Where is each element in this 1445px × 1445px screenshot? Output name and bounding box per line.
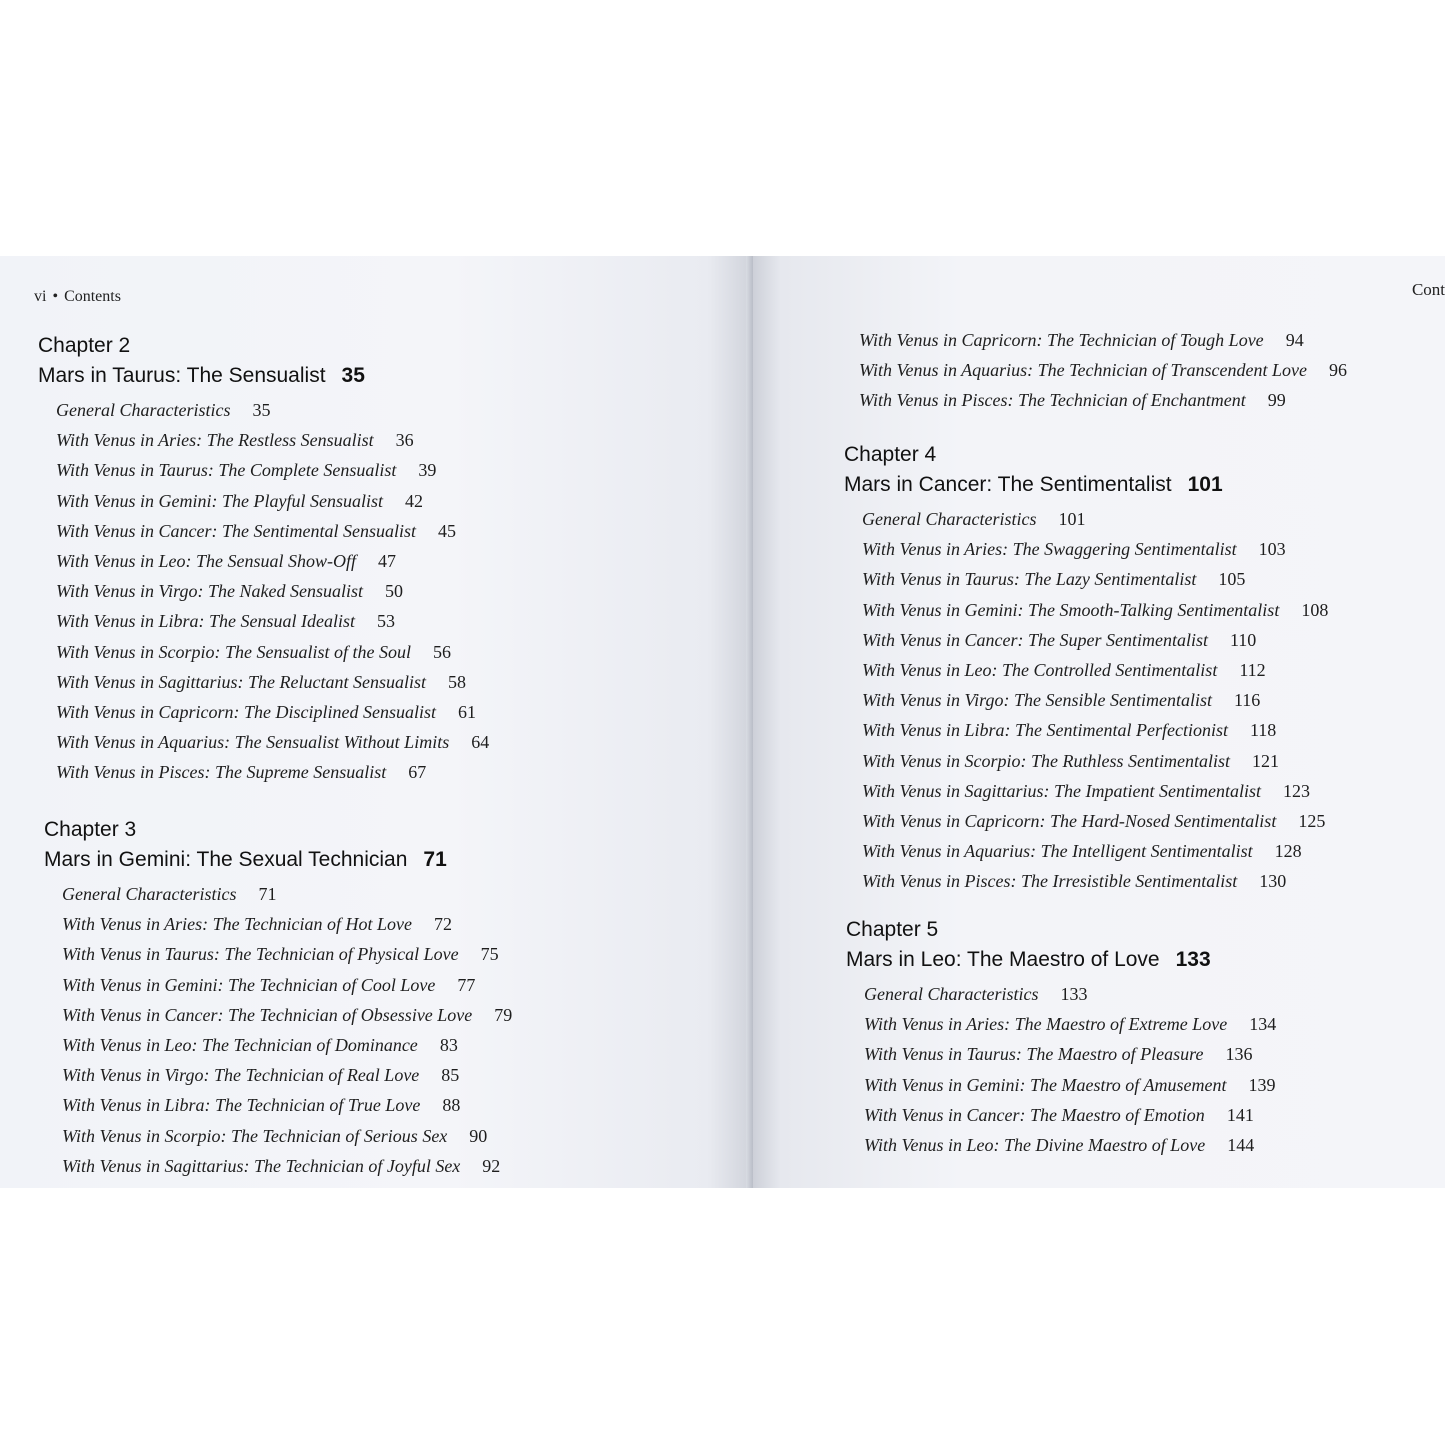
toc-entry <box>38 486 489 516</box>
toc-entry-page: 75 <box>480 944 499 965</box>
toc-entry <box>44 1121 512 1151</box>
toc-entry-page: 130 <box>1259 871 1287 892</box>
left-page <box>0 256 753 1188</box>
toc-entry-title: With Venus in Leo: The Technician of Dominance <box>62 1035 418 1056</box>
toc-entry-page: 96 <box>1329 360 1347 381</box>
toc-entry-title: With Venus in Virgo: The Naked Sensualist <box>56 581 363 602</box>
toc-entry <box>38 576 489 606</box>
toc-entry-page: 36 <box>395 430 414 451</box>
toc-entry-page: 125 <box>1298 811 1326 832</box>
toc-entry <box>846 1039 1276 1069</box>
toc-entry-page: 56 <box>432 641 451 662</box>
toc-entry-title: With Venus in Aries: The Restless Sensualist <box>56 430 374 451</box>
toc-entry-title: With Venus in Virgo: The Sensible Sentimentalist <box>862 690 1212 711</box>
toc-entry <box>38 516 489 546</box>
toc-entry-title: General Characteristics <box>62 884 237 904</box>
toc-entry-page: 128 <box>1274 841 1302 862</box>
toc-entry-title: With Venus in Aries: The Maestro of Extreme Love <box>864 1014 1228 1035</box>
running-head-title: Contents <box>64 288 121 305</box>
toc-entry <box>844 595 1328 625</box>
toc-entry-title: With Venus in Cancer: The Sentimental Sensualist <box>56 520 416 541</box>
toc-entry <box>38 455 489 485</box>
toc-entry-title: With Venus in Cancer: The Maestro of Emotion <box>864 1104 1205 1125</box>
toc-entry-title: With Venus in Pisces: The Technician of Enchantment <box>859 390 1246 411</box>
chapter-title-text: Mars in Gemini: The Sexual Technician <box>44 848 408 871</box>
toc-entry-page: 79 <box>494 1004 513 1025</box>
toc-entry <box>44 1151 512 1181</box>
toc-entry-page: 88 <box>442 1095 461 1116</box>
toc-entry <box>844 715 1328 745</box>
toc-entry-page: 72 <box>433 914 452 935</box>
toc-entry-title: With Venus in Libra: The Sentimental Perfectionist <box>862 720 1228 741</box>
chapter-page-number: 35 <box>341 364 365 387</box>
toc-entry-title: With Venus in Taurus: The Complete Sensualist <box>56 460 397 481</box>
toc-entry-page: 101 <box>1058 509 1086 529</box>
toc-entry-page: 134 <box>1249 1014 1277 1035</box>
toc-entry-page: 99 <box>1267 390 1286 411</box>
chapter-5-section <box>846 915 1276 1160</box>
toc-entry-title: With Venus in Gemini: The Maestro of Amusement <box>864 1074 1227 1095</box>
toc-entry-page: 64 <box>471 732 490 753</box>
chapter-title <box>44 845 512 875</box>
toc-entry-title: General Characteristics <box>862 509 1037 529</box>
toc-entry-title: With Venus in Capricorn: The Disciplined Sensualist <box>56 702 436 723</box>
toc-entry-page: 136 <box>1225 1044 1253 1065</box>
toc-entry-title: With Venus in Aries: The Technician of Hot Love <box>62 914 412 935</box>
toc-entry-page: 105 <box>1218 569 1246 590</box>
toc-entry-page: 35 <box>252 400 271 420</box>
toc-entry-title: With Venus in Capricorn: The Hard-Nosed Sentimentalist <box>862 811 1277 832</box>
toc-entry-title: General Characteristics <box>864 984 1039 1004</box>
toc-entry-page: 77 <box>457 974 476 995</box>
chapter-title-text: Mars in Leo: The Maestro of Love <box>846 948 1160 971</box>
toc-entry-title: With Venus in Pisces: The Irresistible Sentimentalist <box>862 871 1238 892</box>
toc-entry <box>859 325 1347 355</box>
toc-entry-title: With Venus in Cancer: The Super Sentimentalist <box>862 629 1208 650</box>
toc-entry <box>38 697 489 727</box>
toc-entry-page: 50 <box>384 581 403 602</box>
toc-entry <box>846 1070 1276 1100</box>
toc-entry-page: 112 <box>1239 660 1266 681</box>
toc-entry-page: 53 <box>377 611 395 632</box>
toc-entry-title: With Venus in Leo: The Controlled Sentimentalist <box>862 660 1218 681</box>
toc-entry-page: 139 <box>1248 1074 1276 1095</box>
toc-entry <box>38 757 489 787</box>
toc-entry-page: 47 <box>378 551 396 572</box>
toc-entry <box>38 395 489 425</box>
chapter-title <box>846 945 1276 975</box>
toc-entry <box>844 836 1328 866</box>
toc-entry <box>859 355 1347 385</box>
toc-entry-page: 108 <box>1301 599 1329 620</box>
chapter-page-number: 133 <box>1175 948 1211 971</box>
chapter-title <box>38 361 489 391</box>
toc-entry <box>38 637 489 667</box>
toc-entry-page: 133 <box>1060 984 1088 1004</box>
toc-entry-page: 94 <box>1285 330 1304 350</box>
running-head-left <box>34 288 121 306</box>
toc-entry <box>844 655 1328 685</box>
toc-entry-title: With Venus in Taurus: The Technician of Physical Love <box>62 944 459 965</box>
toc-entry <box>44 909 512 939</box>
toc-entry-title: With Venus in Sagittarius: The Reluctant Sensualist <box>56 671 426 692</box>
toc-entry-title: With Venus in Leo: The Sensual Show-Off <box>56 551 356 572</box>
toc-entry-page: 110 <box>1229 629 1257 650</box>
toc-entry <box>38 667 489 697</box>
toc-entry <box>846 979 1276 1009</box>
toc-entry-page: 141 <box>1226 1104 1254 1125</box>
toc-entry-title: With Venus in Gemini: The Playful Sensualist <box>56 490 383 511</box>
toc-entry-title: With Venus in Aquarius: The Intelligent Sentimentalist <box>862 841 1253 862</box>
toc-entry <box>44 1090 512 1120</box>
toc-entry-title: With Venus in Taurus: The Lazy Sentimentalist <box>862 569 1197 590</box>
toc-entry <box>844 776 1328 806</box>
toc-entry <box>44 1000 512 1030</box>
toc-entry-page: 103 <box>1258 539 1286 560</box>
toc-entry <box>844 504 1328 534</box>
toc-entry-title: With Venus in Aquarius: The Sensualist Without Limits <box>56 732 450 753</box>
toc-entry-title: With Venus in Leo: The Divine Maestro of Love <box>864 1135 1206 1156</box>
chapter-4-section <box>844 440 1328 897</box>
toc-entry <box>844 534 1328 564</box>
toc-entry-page: 116 <box>1233 690 1261 711</box>
toc-entry-title: With Venus in Sagittarius: The Impatient Sentimentalist <box>862 780 1261 801</box>
toc-entry-title: With Venus in Libra: The Sensual Idealist <box>56 611 355 632</box>
chapter-2-section <box>38 331 489 788</box>
toc-entry <box>844 746 1328 776</box>
toc-entry-title: General Characteristics <box>56 400 231 420</box>
chapter-label: Chapter 2 <box>38 334 131 357</box>
toc-entry-page: 58 <box>447 671 466 692</box>
chapter-label: Chapter 5 <box>846 918 939 941</box>
right-page <box>753 256 1445 1188</box>
toc-entry-title: With Venus in Gemini: The Technician of Cool Love <box>62 974 436 995</box>
toc-entry-page: 67 <box>408 762 427 783</box>
toc-entry <box>38 727 489 757</box>
folio: vi <box>34 288 47 305</box>
toc-entry-page: 85 <box>441 1065 460 1086</box>
toc-entry <box>844 866 1328 896</box>
toc-entry <box>844 564 1328 594</box>
toc-entry-page: 118 <box>1249 720 1277 741</box>
chapter-page-number: 101 <box>1187 473 1223 496</box>
toc-entry <box>38 425 489 455</box>
chapter-label: Chapter 3 <box>44 818 137 841</box>
chapter-title-text: Mars in Cancer: The Sentimentalist <box>844 473 1172 496</box>
toc-entry-title: With Venus in Sagittarius: The Technician of Joyful Sex <box>62 1155 461 1176</box>
toc-entry <box>844 685 1328 715</box>
running-head-right: Cont <box>1411 280 1445 299</box>
toc-entry-page: 71 <box>258 884 277 904</box>
toc-entry-title: With Venus in Gemini: The Smooth-Talking Sentimentalist <box>862 599 1280 620</box>
toc-entry-title: With Venus in Virgo: The Technician of Real Love <box>62 1065 420 1086</box>
toc-entry <box>846 1130 1276 1160</box>
toc-entry-page: 90 <box>469 1125 488 1146</box>
toc-entry <box>44 1060 512 1090</box>
chapter-title <box>844 470 1328 500</box>
toc-entry <box>44 970 512 1000</box>
chapter-page-number: 71 <box>423 848 447 871</box>
toc-entry-page: 123 <box>1282 780 1310 801</box>
toc-entry-title: With Venus in Taurus: The Maestro of Pleasure <box>864 1044 1204 1065</box>
toc-entry-page: 92 <box>482 1155 501 1176</box>
toc-entry-title: With Venus in Capricorn: The Technician of Tough Love <box>859 330 1264 350</box>
toc-entry <box>844 806 1328 836</box>
toc-entry-title: With Venus in Aries: The Swaggering Sentimentalist <box>862 539 1237 560</box>
toc-entry <box>38 606 489 636</box>
toc-entry-title: With Venus in Cancer: The Technician of Obsessive Love <box>62 1004 473 1025</box>
toc-entry-page: 83 <box>439 1035 458 1056</box>
separator: • <box>52 288 59 305</box>
toc-entry <box>44 879 512 909</box>
toc-entry <box>859 385 1347 415</box>
toc-entry <box>846 1100 1276 1130</box>
chapter-label: Chapter 4 <box>844 443 937 466</box>
toc-entry-page: 121 <box>1251 750 1279 771</box>
toc-entry-title: With Venus in Scorpio: The Technician of Serious Sex <box>62 1125 448 1146</box>
continued-entries <box>859 325 1347 416</box>
toc-entry <box>44 1030 512 1060</box>
toc-entry-page: 61 <box>458 702 476 723</box>
toc-entry-title: With Venus in Pisces: The Supreme Sensualist <box>56 762 387 783</box>
chapter-title-text: Mars in Taurus: The Sensualist <box>38 364 326 387</box>
toc-entry-title: With Venus in Scorpio: The Ruthless Sentimentalist <box>862 750 1230 771</box>
toc-entry-page: 45 <box>437 520 456 541</box>
chapter-3-section <box>44 815 512 1181</box>
toc-entry <box>38 546 489 576</box>
toc-entry-page: 39 <box>418 460 437 481</box>
toc-entry-title: With Venus in Aquarius: The Technician of Transcendent Love <box>859 360 1307 381</box>
toc-entry <box>844 625 1328 655</box>
toc-entry-title: With Venus in Scorpio: The Sensualist of the Soul <box>56 641 411 662</box>
toc-entry-page: 144 <box>1227 1135 1255 1156</box>
book-spread <box>0 256 1445 1188</box>
toc-entry <box>846 1009 1276 1039</box>
toc-entry <box>44 939 512 969</box>
toc-entry-title: With Venus in Libra: The Technician of True Love <box>62 1095 421 1116</box>
toc-entry-page: 42 <box>404 490 423 511</box>
